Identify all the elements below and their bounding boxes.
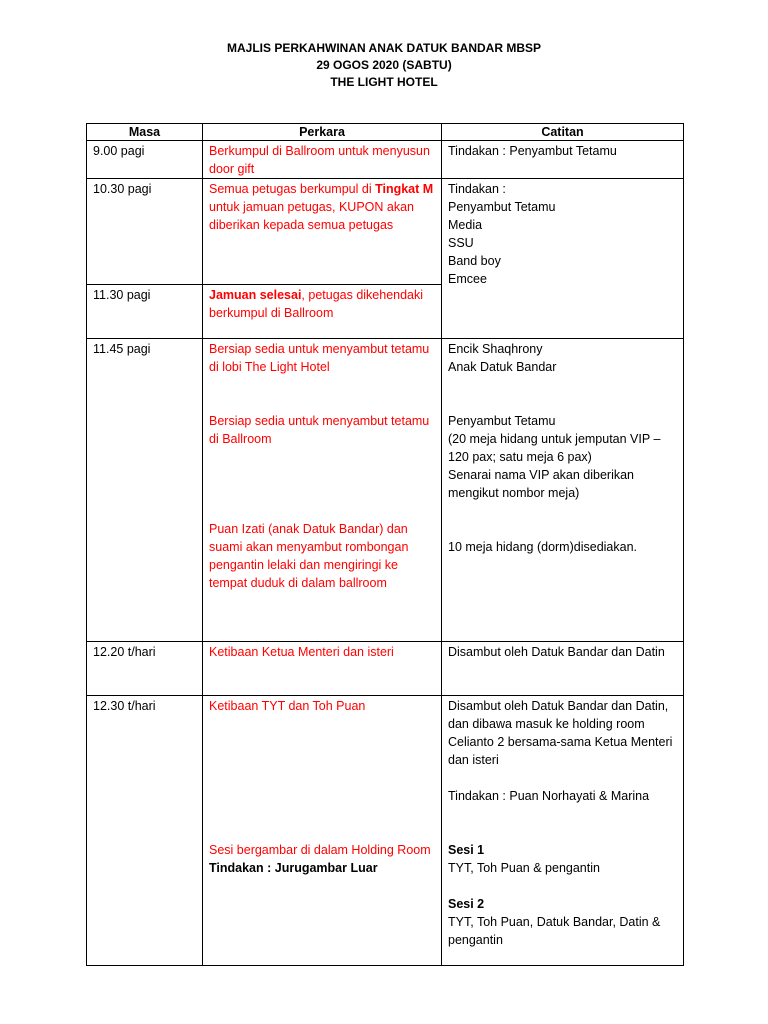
cell-perkara	[203, 179, 442, 285]
cell-catitan: Tindakan : Penyambut Tetamu	[442, 141, 684, 179]
catitan-line: Disambut oleh Datuk Bandar dan Datin, dan dibawa masuk ke holding room Celianto 2 bersama-sama Ketua Menteri dan isteri	[448, 699, 673, 767]
header-venue: THE LIGHT HOTEL	[330, 75, 438, 89]
perkara-text: akan diberikan kepada semua petugas	[209, 200, 414, 232]
perkara-text: Semua petugas berkumpul di	[209, 182, 376, 196]
perkara-action: Tindakan : Jurugambar Luar	[209, 861, 378, 875]
column-header-catitan: Catitan	[442, 124, 684, 141]
cell-perkara: Ketibaan Ketua Menteri dan isteri	[203, 642, 442, 696]
header-title: MAJLIS PERKAHWINAN ANAK DATUK BANDAR MBSP	[227, 41, 541, 55]
cell-masa: 10.30 pagi	[87, 179, 203, 285]
table-row	[87, 179, 684, 285]
sesi-title: Sesi 2	[448, 897, 485, 911]
document-header	[0, 40, 768, 91]
catitan-line: Senarai nama VIP akan diberikan mengikut nombor meja)	[448, 468, 634, 500]
table-row	[87, 339, 684, 642]
table-row	[87, 642, 684, 696]
catitan-line: (20 meja hidang untuk jemputan VIP – 120 pax; satu meja 6 pax)	[448, 432, 661, 464]
cell-perkara	[203, 696, 442, 966]
perkara-item: Sesi bergambar di dalam Holding Room	[209, 843, 431, 857]
cell-catitan	[442, 179, 684, 339]
cell-masa: 11.45 pagi	[87, 339, 203, 642]
catitan-line: Tindakan :	[448, 182, 506, 196]
catitan-line: Tindakan : Puan Norhayati & Marina	[448, 789, 650, 803]
perkara-bold-location: Tingkat M	[375, 182, 434, 196]
perkara-item: Bersiap sedia untuk menyambut tetamu di lobi The Light Hotel	[209, 342, 430, 374]
catitan-line: 10 meja hidang (dorm)disediakan.	[448, 540, 637, 554]
cell-catitan: Disambut oleh Datuk Bandar dan Datin	[442, 642, 684, 696]
perkara-bold: Jamuan selesai	[209, 288, 302, 302]
table-row	[87, 141, 684, 179]
perkara-item: Ketibaan TYT dan Toh Puan	[209, 699, 366, 713]
perkara-item: Bersiap sedia untuk menyambut tetamu di Ballroom	[209, 414, 430, 446]
cell-perkara	[203, 339, 442, 642]
sesi-text: TYT, Toh Puan & pengantin	[448, 861, 600, 875]
catitan-line: Penyambut Tetamu	[448, 414, 556, 428]
catitan-line: Emcee	[448, 272, 487, 286]
catitan-line: SSU	[448, 236, 474, 250]
catitan-line: Penyambut Tetamu	[448, 200, 556, 214]
perkara-kupon: KUPON	[338, 200, 384, 214]
table-row	[87, 696, 684, 966]
cell-catitan	[442, 339, 684, 642]
cell-masa: 12.30 t/hari	[87, 696, 203, 966]
catitan-line: Band boy	[448, 254, 501, 268]
perkara-text: untuk jamuan petugas,	[209, 200, 339, 214]
cell-perkara	[203, 285, 442, 339]
column-header-perkara: Perkara	[203, 124, 442, 141]
cell-catitan	[442, 696, 684, 966]
cell-perkara: Berkumpul di Ballroom untuk menyusun door gift	[203, 141, 442, 179]
catitan-line: Media	[448, 218, 483, 232]
schedule-table	[86, 123, 684, 966]
perkara-item: Puan Izati (anak Datuk Bandar) dan suami akan menyambut rombongan pengantin lelaki dan mengiringi ke tempat duduk di dalam ballroom	[209, 522, 409, 590]
sesi-title: Sesi 1	[448, 843, 485, 857]
header-date: 29 OGOS 2020 (SABTU)	[316, 58, 452, 72]
column-header-masa: Masa	[87, 124, 203, 141]
cell-masa: 9.00 pagi	[87, 141, 203, 179]
catitan-line: Encik Shaqhrony	[448, 342, 543, 356]
perkara-text: , petugas dikehendaki berkumpul di Ballroom	[209, 288, 424, 320]
cell-masa: 12.20 t/hari	[87, 642, 203, 696]
sesi-text: TYT, Toh Puan, Datuk Bandar, Datin & pengantin	[448, 915, 661, 947]
table-header-row	[87, 124, 684, 141]
cell-masa: 11.30 pagi	[87, 285, 203, 339]
catitan-line: Anak Datuk Bandar	[448, 360, 557, 374]
